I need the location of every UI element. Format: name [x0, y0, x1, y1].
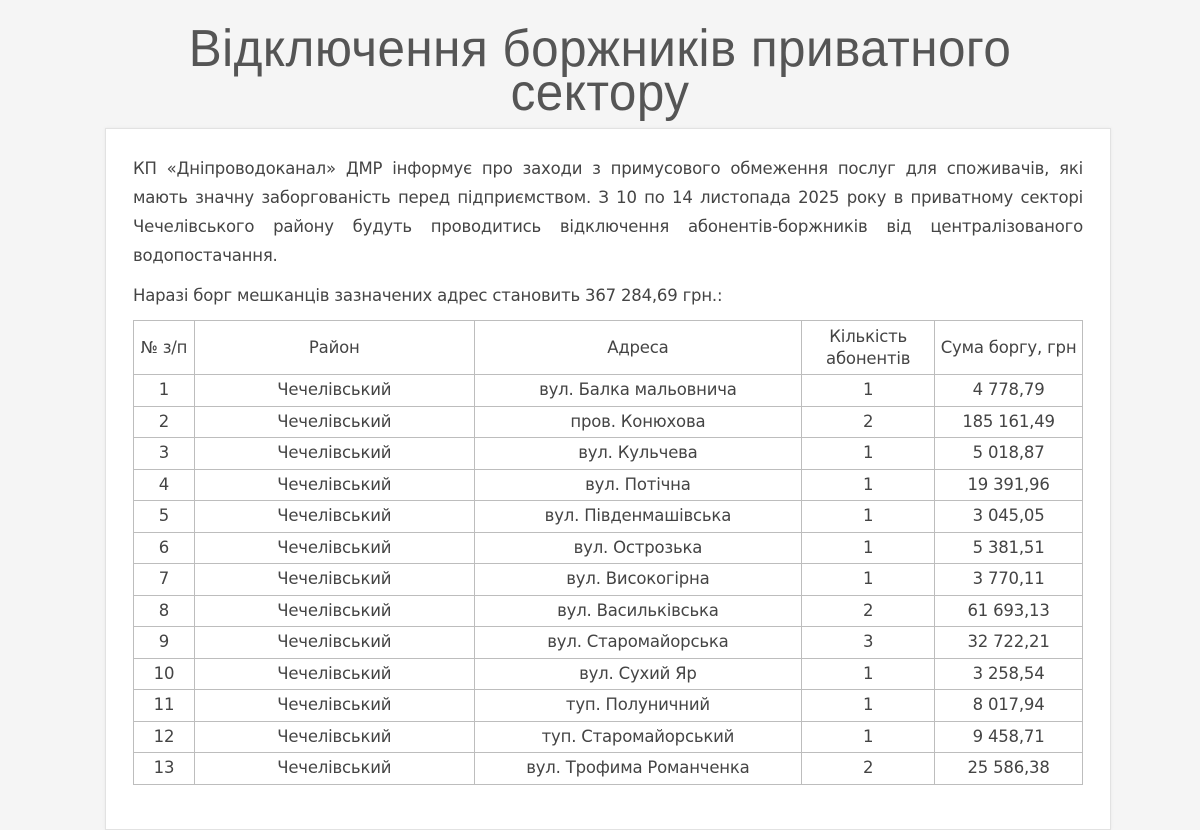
table-row	[134, 532, 1083, 564]
table-row	[134, 658, 1083, 690]
cell-subscribers: 1	[802, 469, 935, 501]
table-header-row	[134, 321, 1083, 375]
cell-debt: 25 586,38	[935, 753, 1083, 785]
cell-district: Чечелівський	[194, 721, 474, 753]
table-row	[134, 721, 1083, 753]
table-row	[134, 627, 1083, 659]
table-row	[134, 595, 1083, 627]
cell-district: Чечелівський	[194, 469, 474, 501]
header-district: Район	[194, 321, 474, 375]
table-row	[134, 438, 1083, 470]
cell-address: вул. Трофима Романченка	[474, 753, 802, 785]
cell-number: 13	[134, 753, 195, 785]
cell-number: 6	[134, 532, 195, 564]
article-panel	[105, 128, 1111, 830]
cell-address: вул. Кульчева	[474, 438, 802, 470]
cell-debt: 8 017,94	[935, 690, 1083, 722]
cell-address: вул. Балка мальовнича	[474, 375, 802, 407]
debt-summary: Наразі борг мешканців зазначених адрес становить 367 284,69 грн.:	[133, 286, 723, 305]
cell-number: 11	[134, 690, 195, 722]
cell-district: Чечелівський	[194, 564, 474, 596]
cell-district: Чечелівський	[194, 406, 474, 438]
cell-district: Чечелівський	[194, 501, 474, 533]
cell-subscribers: 1	[802, 375, 935, 407]
header-address: Адреса	[474, 321, 802, 375]
cell-subscribers: 1	[802, 532, 935, 564]
cell-debt: 19 391,96	[935, 469, 1083, 501]
cell-debt: 32 722,21	[935, 627, 1083, 659]
cell-debt: 3 045,05	[935, 501, 1083, 533]
cell-subscribers: 1	[802, 690, 935, 722]
cell-district: Чечелівський	[194, 532, 474, 564]
cell-debt: 185 161,49	[935, 406, 1083, 438]
cell-number: 9	[134, 627, 195, 659]
cell-subscribers: 3	[802, 627, 935, 659]
cell-address: вул. Сухий Яр	[474, 658, 802, 690]
article-intro: КП «Дніпроводоканал» ДМР інформує про заходи з примусового обмеження послуг для споживачів, які мають значну заборгованість перед підприємством. З 10 по 14 листопада 2025 року в приватному секторі Чечелівського району будуть проводитись відключення абонентів-боржників від централізованого водопостачання.	[133, 159, 1083, 265]
cell-debt: 9 458,71	[935, 721, 1083, 753]
cell-address: вул. Потічна	[474, 469, 802, 501]
cell-address: вул. Старомайорська	[474, 627, 802, 659]
header-subscribers: Кількість абонентів	[802, 321, 935, 375]
cell-subscribers: 2	[802, 406, 935, 438]
cell-subscribers: 1	[802, 564, 935, 596]
cell-district: Чечелівський	[194, 627, 474, 659]
cell-subscribers: 1	[802, 438, 935, 470]
page-title	[30, 0, 1170, 122]
table-row	[134, 690, 1083, 722]
page-title-line-2: сектору	[510, 64, 690, 122]
cell-number: 10	[134, 658, 195, 690]
cell-debt: 61 693,13	[935, 595, 1083, 627]
cell-subscribers: 2	[802, 753, 935, 785]
cell-number: 4	[134, 469, 195, 501]
cell-district: Чечелівський	[194, 753, 474, 785]
cell-subscribers: 2	[802, 595, 935, 627]
table-row	[134, 501, 1083, 533]
header-number: № з/п	[134, 321, 195, 375]
cell-debt: 5 018,87	[935, 438, 1083, 470]
table-row	[134, 564, 1083, 596]
cell-debt: 5 381,51	[935, 532, 1083, 564]
cell-number: 7	[134, 564, 195, 596]
cell-address: вул. Високогірна	[474, 564, 802, 596]
debtors-table	[133, 320, 1083, 785]
table-body	[134, 375, 1083, 785]
cell-subscribers: 1	[802, 658, 935, 690]
cell-number: 1	[134, 375, 195, 407]
table-row	[134, 406, 1083, 438]
cell-district: Чечелівський	[194, 595, 474, 627]
page-title-line-1: Відключення боржників приватного	[188, 20, 1012, 78]
cell-debt: 3 770,11	[935, 564, 1083, 596]
cell-number: 8	[134, 595, 195, 627]
cell-address: вул. Васильківська	[474, 595, 802, 627]
cell-district: Чечелівський	[194, 438, 474, 470]
cell-subscribers: 1	[802, 501, 935, 533]
table-row	[134, 375, 1083, 407]
cell-debt: 4 778,79	[935, 375, 1083, 407]
article-content	[106, 129, 1110, 785]
cell-address: вул. Південмашівська	[474, 501, 802, 533]
table-row	[134, 753, 1083, 785]
cell-district: Чечелівський	[194, 375, 474, 407]
cell-district: Чечелівський	[194, 658, 474, 690]
cell-number: 3	[134, 438, 195, 470]
cell-address: туп. Полуничний	[474, 690, 802, 722]
cell-number: 12	[134, 721, 195, 753]
table-row	[134, 469, 1083, 501]
cell-number: 5	[134, 501, 195, 533]
cell-number: 2	[134, 406, 195, 438]
header-debt: Сума боргу, грн	[935, 321, 1083, 375]
cell-debt: 3 258,54	[935, 658, 1083, 690]
cell-address: пров. Конюхова	[474, 406, 802, 438]
cell-subscribers: 1	[802, 721, 935, 753]
cell-address: вул. Острозька	[474, 532, 802, 564]
cell-district: Чечелівський	[194, 690, 474, 722]
cell-address: туп. Старомайорський	[474, 721, 802, 753]
